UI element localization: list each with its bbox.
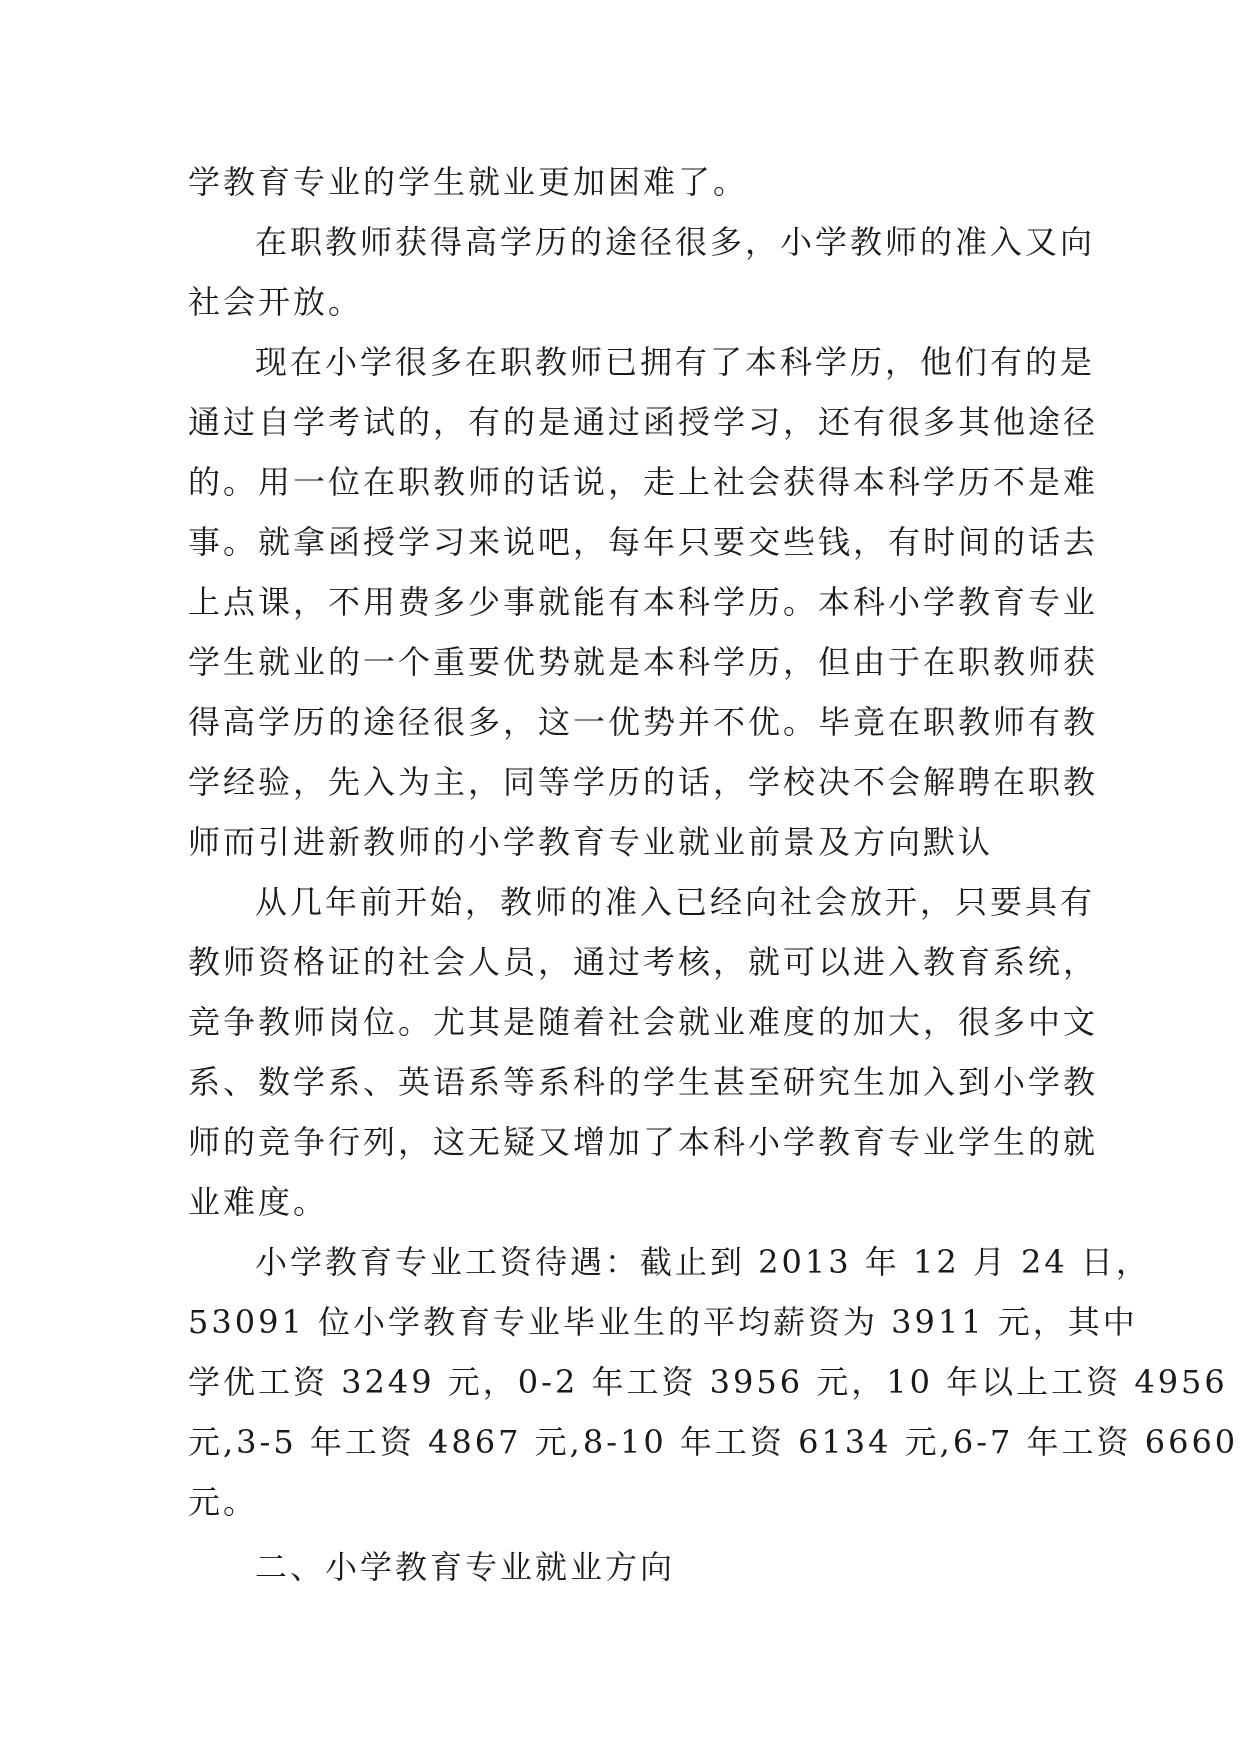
text-line: 系、数学系、英语系等系科的学生甚至研究生加入到小学教 xyxy=(188,1063,1099,1101)
text-line: 现在小学很多在职教师已拥有了本科学历，他们有的是 xyxy=(255,343,1096,381)
text-line: 师而引进新教师的小学教育专业就业前景及方向默认 xyxy=(188,823,994,861)
text-line: 上点课，不用费多少事就能有本科学历。本科小学教育专业 xyxy=(188,583,1099,621)
text-line: 竞争教师岗位。尤其是随着社会就业难度的加大，很多中文 xyxy=(188,1003,1099,1041)
text-line: 得高学历的途径很多，这一优势并不优。毕竟在职教师有教 xyxy=(188,703,1099,741)
text-line: 元。 xyxy=(188,1483,259,1521)
text-line: 教师资格证的社会人员，通过考核，就可以进入教育系统， xyxy=(188,943,1099,981)
text-line: 53091 位小学教育专业毕业生的平均薪资为 3911 元，其中 xyxy=(188,1303,1138,1341)
text-line: 社会开放。 xyxy=(188,283,364,321)
text-line: 师的竞争行列，这无疑又增加了本科小学教育专业学生的就 xyxy=(188,1123,1099,1161)
text-line: 事。就拿函授学习来说吧，每年只要交些钱，有时间的话去 xyxy=(188,523,1099,561)
text-line: 学生就业的一个重要优势就是本科学历，但由于在职教师获 xyxy=(188,643,1099,681)
text-line: 在职教师获得高学历的途径很多，小学教师的准入又向 xyxy=(255,223,1096,261)
text-line: 小学教育专业工资待遇：截止到 2013 年 12 月 24 日， xyxy=(255,1243,1151,1281)
text-line: 学教育专业的学生就业更加困难了。 xyxy=(188,163,749,201)
section-heading: 二、小学教育专业就业方向 xyxy=(255,1548,676,1586)
text-line: 业难度。 xyxy=(188,1183,329,1221)
text-line: 元,3-5 年工资 4867 元,8-10 年工资 6134 元,6-7 年工资 6660 xyxy=(188,1423,1239,1461)
text-line: 从几年前开始，教师的准入已经向社会放开，只要具有 xyxy=(255,883,1096,921)
text-line: 的。用一位在职教师的话说，走上社会获得本科学历不是难 xyxy=(188,463,1099,501)
text-line: 学优工资 3249 元，0-2 年工资 3956 元，10 年以上工资 4956 xyxy=(188,1363,1228,1401)
text-line: 通过自学考试的，有的是通过函授学习，还有很多其他途径 xyxy=(188,403,1099,441)
text-line: 学经验，先入为主，同等学历的话，学校决不会解聘在职教 xyxy=(188,763,1099,801)
